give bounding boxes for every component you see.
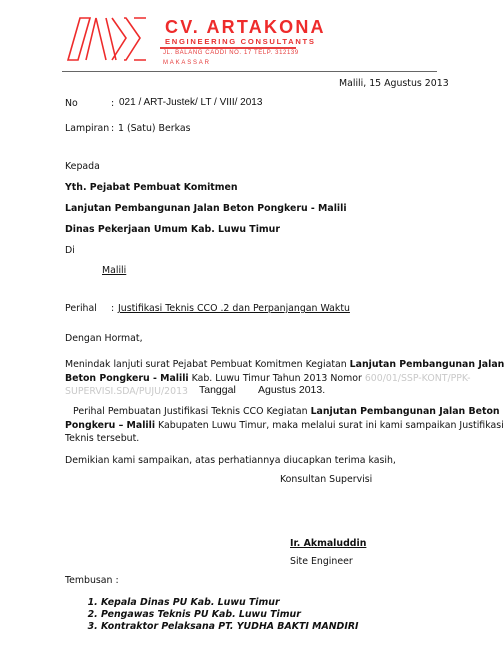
para2-line1 xyxy=(73,406,500,418)
para1-line1 xyxy=(65,359,504,371)
tembusan-list xyxy=(85,597,359,633)
para1-line2-text: Kab. Luwu Timur Tahun 2013 Nomor xyxy=(188,373,365,384)
para1-line3 xyxy=(65,386,188,398)
company-logo xyxy=(66,14,147,62)
recipient-place: Malili xyxy=(102,265,127,276)
no-sep: : xyxy=(111,98,115,109)
perihal-label: Perihal xyxy=(65,303,97,314)
recipient-office: Dinas Pekerjaan Umum Kab. Luwu Timur xyxy=(65,224,280,235)
tembusan-label: Tembusan : xyxy=(65,575,119,586)
perihal-value: Justifikasi Teknis CCO .2 dan Perpanjangan Waktu xyxy=(118,303,350,314)
company-name: CV. ARTAKONA xyxy=(165,17,326,37)
no-label: No xyxy=(65,98,78,109)
header-divider xyxy=(62,71,437,72)
para2-line1-project: Lanjutan Pembangunan Jalan Beton xyxy=(310,406,500,417)
tembusan-item: 3. Kontraktor Pelaksana PT. YUDHA BAKTI MANDIRI xyxy=(101,621,359,633)
lampiran-label: Lampiran xyxy=(65,123,110,134)
para2-line2-text: Kabupaten Luwu Timur, maka melalui surat ini kami sampaikan Justifikasi xyxy=(155,420,504,431)
company-subtitle: ENGINEERING CONSULTANTS xyxy=(165,37,316,46)
para1-line1-text: Menindak lanjuti surat Pejabat Pembuat Komitmen Kegiatan xyxy=(65,359,350,370)
letter-date: Malili, 15 Agustus 2013 xyxy=(339,78,449,89)
signature-title: Site Engineer xyxy=(290,556,353,567)
di-label: Di xyxy=(65,245,75,256)
signature-name: Ir. Akmaluddin xyxy=(290,538,367,549)
lampiran-sep: : xyxy=(111,123,115,134)
salutation: Dengan Hormat, xyxy=(65,333,143,344)
recipient-project: Lanjutan Pembangunan Jalan Beton Pongkeru - Malili xyxy=(65,203,347,214)
para2-line2-project: Pongkeru – Malili xyxy=(65,420,156,431)
para1-date-label: Tanggal xyxy=(199,384,236,396)
letterhead-rule xyxy=(160,47,296,49)
para1-line1-project: Lanjutan Pembangunan Jalan xyxy=(349,359,504,370)
tembusan-item: 2. Pengawas Teknis PU Kab. Luwu Timur xyxy=(101,609,359,621)
para1-line3-ref: SUPERVISI.SDA/PUJU/2013 xyxy=(65,386,189,397)
para1-line2-project: Beton Pongkeru - Malili xyxy=(65,373,189,384)
para2-line2 xyxy=(65,420,504,432)
closing-text: Demikian kami sampaikan, atas perhatiannya diucapkan terima kasih, xyxy=(65,455,396,466)
perihal-sep: : xyxy=(111,303,115,314)
tembusan-item: 1. Kepala Dinas PU Kab. Luwu Timur xyxy=(101,597,359,609)
company-city: MAKASSAR xyxy=(163,60,211,66)
company-address: JL. BALANG CADDI NO. 17 TELP. 312139 xyxy=(163,50,299,56)
para1-line2-ref: 600/01/SSP-KONT/PPK- xyxy=(364,373,471,384)
lampiran-value: 1 (Satu) Berkas xyxy=(118,123,191,134)
para1-date-value: Agustus 2013. xyxy=(258,384,326,396)
recipient-title: Yth. Pejabat Pembuat Komitmen xyxy=(65,182,238,193)
no-value: 021 / ART-Justek/ LT / VIII/ 2013 xyxy=(119,97,263,108)
kepada-label: Kepada xyxy=(65,161,100,172)
para2-line1-text: Perihal Pembuatan Justifikasi Teknis CCO Kegiatan xyxy=(73,406,311,417)
signature-org: Konsultan Supervisi xyxy=(280,474,373,485)
para2-line3: Teknis tersebut. xyxy=(65,433,140,444)
